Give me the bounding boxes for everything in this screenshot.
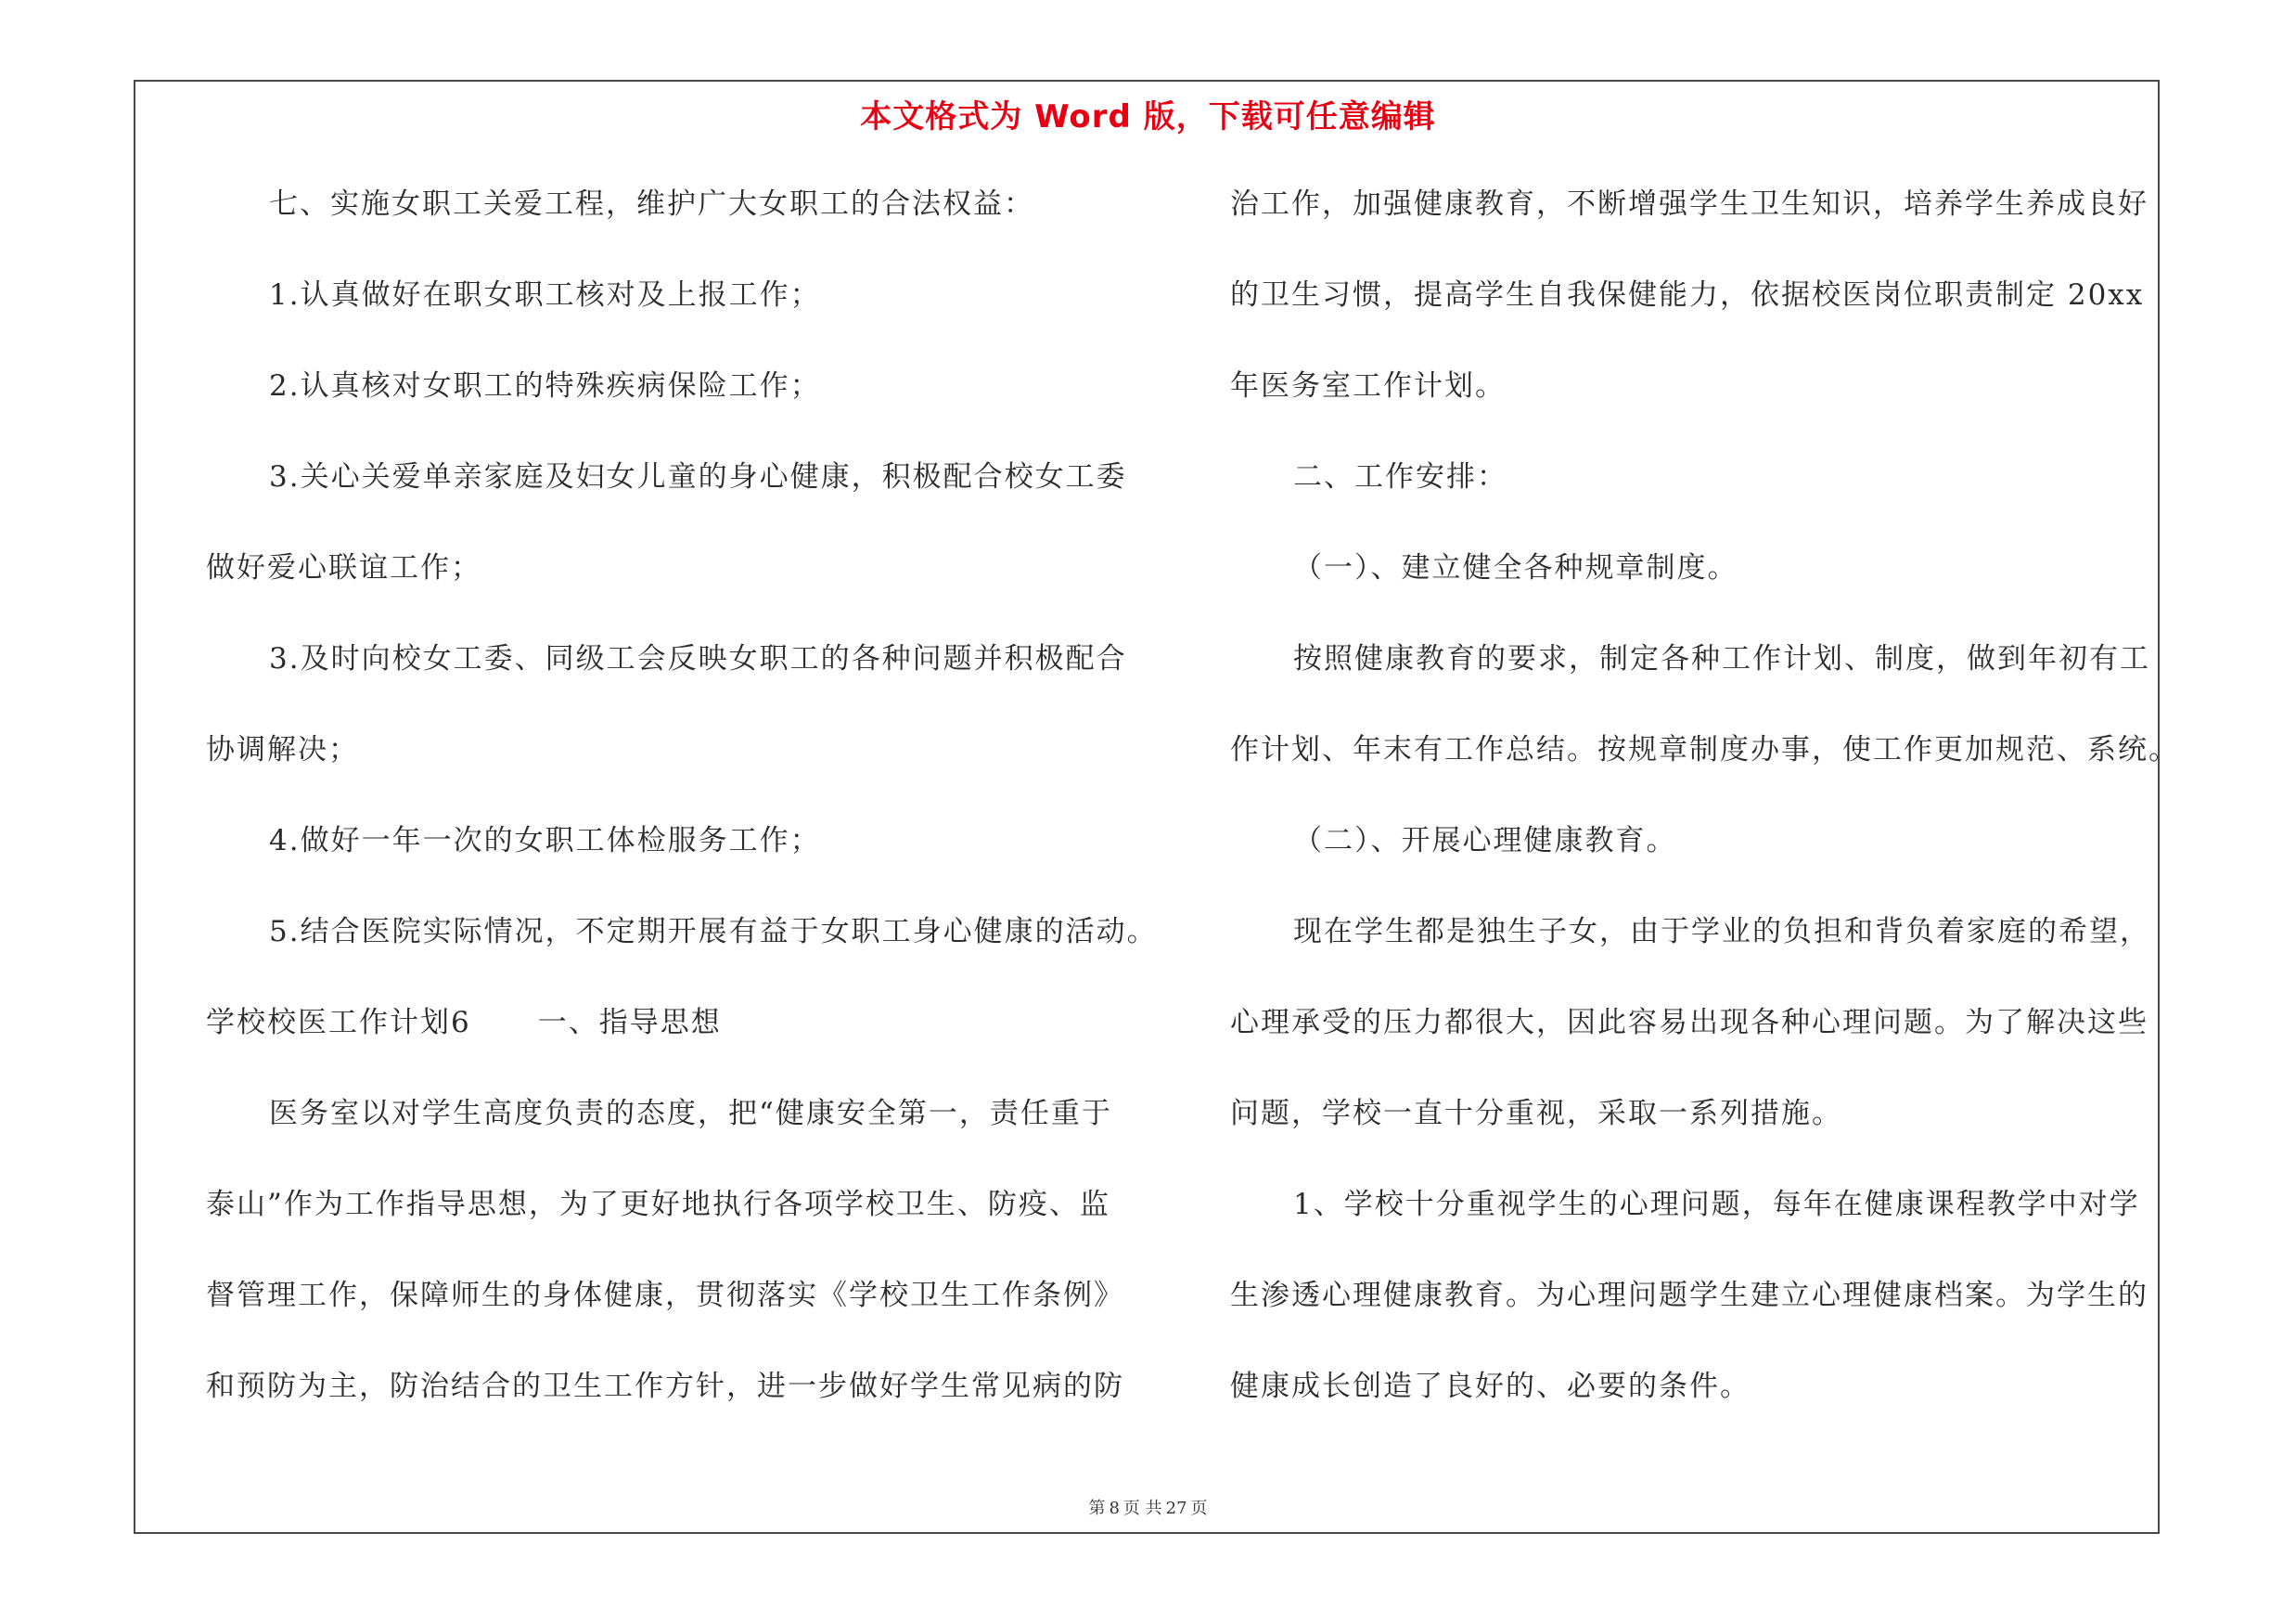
paragraph-line: 3.及时向校女工委、同级工会反映女职工的各种问题并积极配合 (269, 642, 1127, 676)
paragraph-line: 督管理工作，保障师生的身体健康，贯彻落实《学校卫生工作条例》 (206, 1279, 1124, 1312)
paragraph-line: （二）、开展心理健康教育。 (1293, 824, 1677, 857)
footer-suffix: 页 (1190, 1499, 1208, 1518)
paragraph-line: 4.做好一年一次的女职工体检服务工作； (269, 824, 821, 857)
paragraph-line: 七、实施女职工关爱工程，维护广大女职工的合法权益： (269, 187, 1034, 221)
paragraph-line: 3.关心关爱单亲家庭及妇女儿童的身心健康，积极配合校女工委 (269, 460, 1127, 494)
footer-mid: 页 共 (1122, 1499, 1162, 1518)
paragraph-line: 年医务室工作计划。 (1230, 369, 1506, 403)
paragraph-line: 协调解决； (206, 733, 359, 766)
paragraph-line: 健康成长创造了良好的、必要的条件。 (1230, 1370, 1751, 1403)
total-page-count: 27 (1165, 1499, 1187, 1518)
format-banner: 本文格式为 Word 版，下载可任意编辑 (860, 98, 1436, 135)
paragraph-line: 2.认真核对女职工的特殊疾病保险工作； (269, 369, 821, 403)
paragraph-line: （一）、建立健全各种规章制度。 (1293, 551, 1738, 585)
paragraph-line: 1、学校十分重视学生的心理问题，每年在健康课程教学中对学 (1293, 1188, 2140, 1221)
paragraph-line: 医务室以对学生高度负责的态度，把“健康安全第一，责任重于 (269, 1097, 1112, 1130)
section-heading-line (206, 1000, 1143, 1046)
footer-prefix: 第 (1088, 1499, 1106, 1518)
plan-title: 学校校医工作计划6 (206, 1006, 471, 1039)
paragraph-line: 心理承受的压力都很大，因此容易出现各种心理问题。为了解决这些 (1230, 1006, 2148, 1039)
guiding-thought-heading: 一、指导思想 (537, 1006, 722, 1039)
paragraph-line: 现在学生都是独生子女，由于学业的负担和背负着家庭的希望， (1293, 915, 2150, 948)
paragraph-line: 和预防为主，防治结合的卫生工作方针，进一步做好学生常见病的防 (206, 1370, 1124, 1403)
paragraph-line: 问题，学校一直十分重视，采取一系列措施。 (1230, 1097, 1842, 1130)
paragraph-line: 生渗透心理健康教育。为心理问题学生建立心理健康档案。为学生的 (1230, 1279, 2148, 1312)
paragraph-line: 按照健康教育的要求，制定各种工作计划、制度，做到年初有工 (1293, 642, 2150, 676)
page-number-footer (0, 1495, 2296, 1519)
paragraph-line: 泰山”作为工作指导思想，为了更好地执行各项学校卫生、防疫、监 (206, 1188, 1110, 1221)
paragraph-line: 治工作，加强健康教育，不断增强学生卫生知识，培养学生养成良好 (1230, 187, 2148, 221)
paragraph-line: 1.认真做好在职女职工核对及上报工作； (269, 278, 821, 312)
paragraph-line: 的卫生习惯，提高学生自我保健能力，依据校医岗位职责制定 20xx (1230, 278, 2145, 312)
paragraph-line: 二、工作安排： (1293, 460, 1507, 494)
current-page-number: 8 (1109, 1499, 1120, 1518)
paragraph-line: 5.结合医院实际情况，不定期开展有益于女职工身心健康的活动。 (269, 915, 1158, 948)
right-column (1230, 182, 2179, 1455)
paragraph-line: 做好爱心联谊工作； (206, 551, 481, 585)
left-column (206, 182, 1158, 1455)
paragraph-line: 作计划、年末有工作总结。按规章制度办事，使工作更加规范、系统。 (1230, 733, 2179, 766)
